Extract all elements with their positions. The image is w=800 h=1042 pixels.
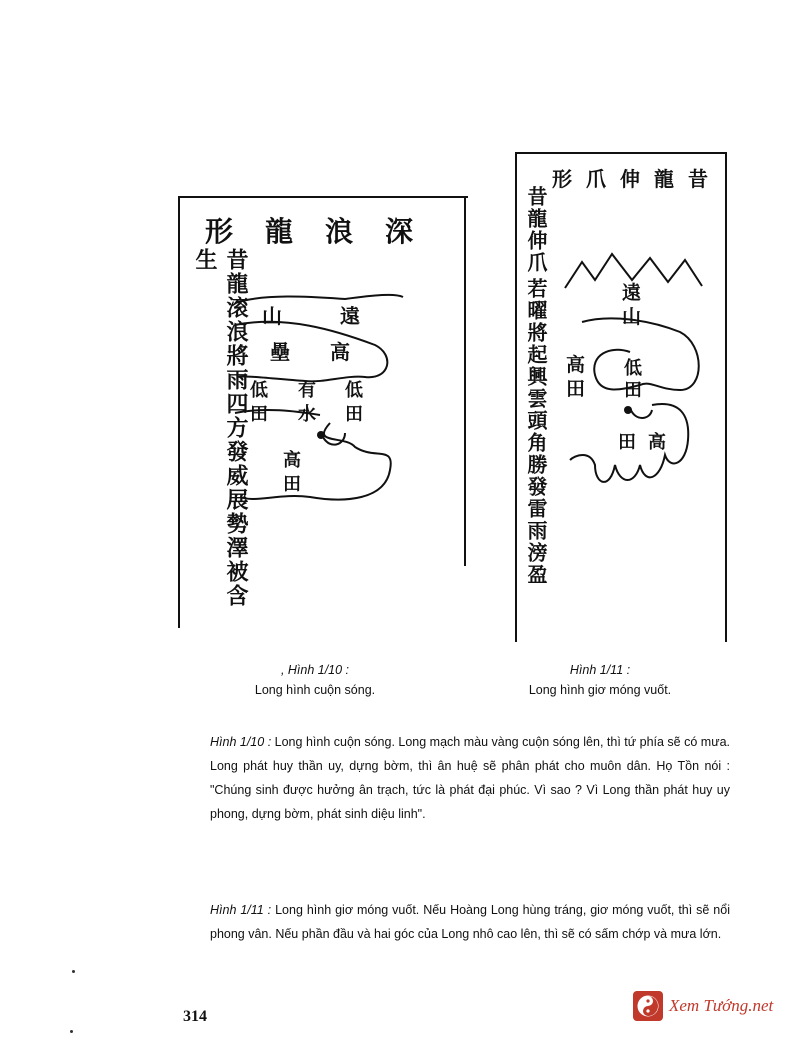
- paragraph-hinh-1-10: [210, 730, 730, 826]
- figure-right-side-text-2: 若曜將起興雲頭角勝發雷雨滂盈: [524, 278, 548, 586]
- figure-right-label: 田: [624, 380, 642, 401]
- figure-right-label: 田: [566, 378, 586, 400]
- paragraph-hinh-1-11: [210, 898, 730, 946]
- figure-left-label: 有: [298, 380, 316, 401]
- figure-left-label: 高: [283, 450, 301, 471]
- figure-left-caption-label: , Hình 1/10 :: [280, 663, 350, 677]
- figure-left-label: 水: [298, 404, 316, 425]
- figure-left-label: 田: [250, 404, 268, 425]
- print-speck: [70, 1030, 73, 1033]
- figure-right-label: 低: [624, 358, 642, 379]
- page-number: 314: [183, 1008, 207, 1025]
- figure-right-side-text-1: 昔龍伸爪: [524, 186, 548, 274]
- figure-left-label: 壘: [270, 340, 290, 364]
- figure-right-label: 高: [566, 354, 586, 376]
- figure-left-label: 田: [345, 404, 363, 425]
- figure-left-title: 形龍浪深: [205, 215, 446, 248]
- figure-left-caption: [200, 660, 430, 700]
- figure-right-title: 形爪伸龍昔: [552, 167, 722, 191]
- watermark-text: Xem Tướng.net: [669, 996, 774, 1015]
- figure-right-caption-text: Long hình giơ móng vuốt.: [528, 683, 672, 697]
- figure-left-label: 低: [345, 380, 363, 401]
- yin-yang-icon: [633, 991, 663, 1021]
- figure-left-caption-text: Long hình cuộn sóng.: [254, 683, 376, 697]
- watermark-logo: [633, 988, 793, 1024]
- figure-left-label: 高: [330, 340, 350, 364]
- figure-left-label: 低: [250, 380, 268, 401]
- paragraph-2-text: Long hình giơ móng vuốt. Nếu Hoàng Long hùng tráng, giơ móng vuốt, thì sẽ nổi phong vân. Nếu phần đầu và hai góc của Long nhô cao lên, thì sẽ có sấm chớp và mưa lớn.: [210, 903, 730, 941]
- paragraph-1-text: Long hình cuộn sóng. Long mạch màu vàng cuộn sóng lên, thì tứ phía sẽ có mưa. Long phát huy thần uy, dựng bờm, thì ân huệ sẽ phân phát cho muôn dân. Họ Tồn nói : "Chúng sinh được hưởng ân trạch, tức là phát đại phúc. Vì sao ? Vì Long thần phát huy uy phong, dựng bờm, phát sinh diệu linh".: [210, 735, 730, 821]
- print-speck: [72, 970, 75, 973]
- figure-left-label: 遠: [340, 304, 360, 328]
- figure-left-frame-right: [464, 196, 466, 566]
- figure-right-label: 山: [622, 306, 642, 328]
- figure-right-caption-label: Hình 1/11 :: [569, 663, 631, 677]
- figure-left-label: 山: [262, 304, 282, 328]
- figure-left-side-text: 昔龍滚浪將雨四方發威展勢澤被含生: [192, 248, 249, 608]
- figure-right-label: 田: [618, 432, 636, 453]
- figure-right-label: 遠: [622, 282, 642, 304]
- paragraph-2-label: Hình 1/11 :: [210, 903, 272, 917]
- figure-left-label: 田: [283, 474, 301, 495]
- figure-right-caption: [490, 660, 710, 700]
- paragraph-1-label: Hình 1/10 :: [210, 735, 272, 749]
- figure-right-label: 高: [648, 432, 666, 453]
